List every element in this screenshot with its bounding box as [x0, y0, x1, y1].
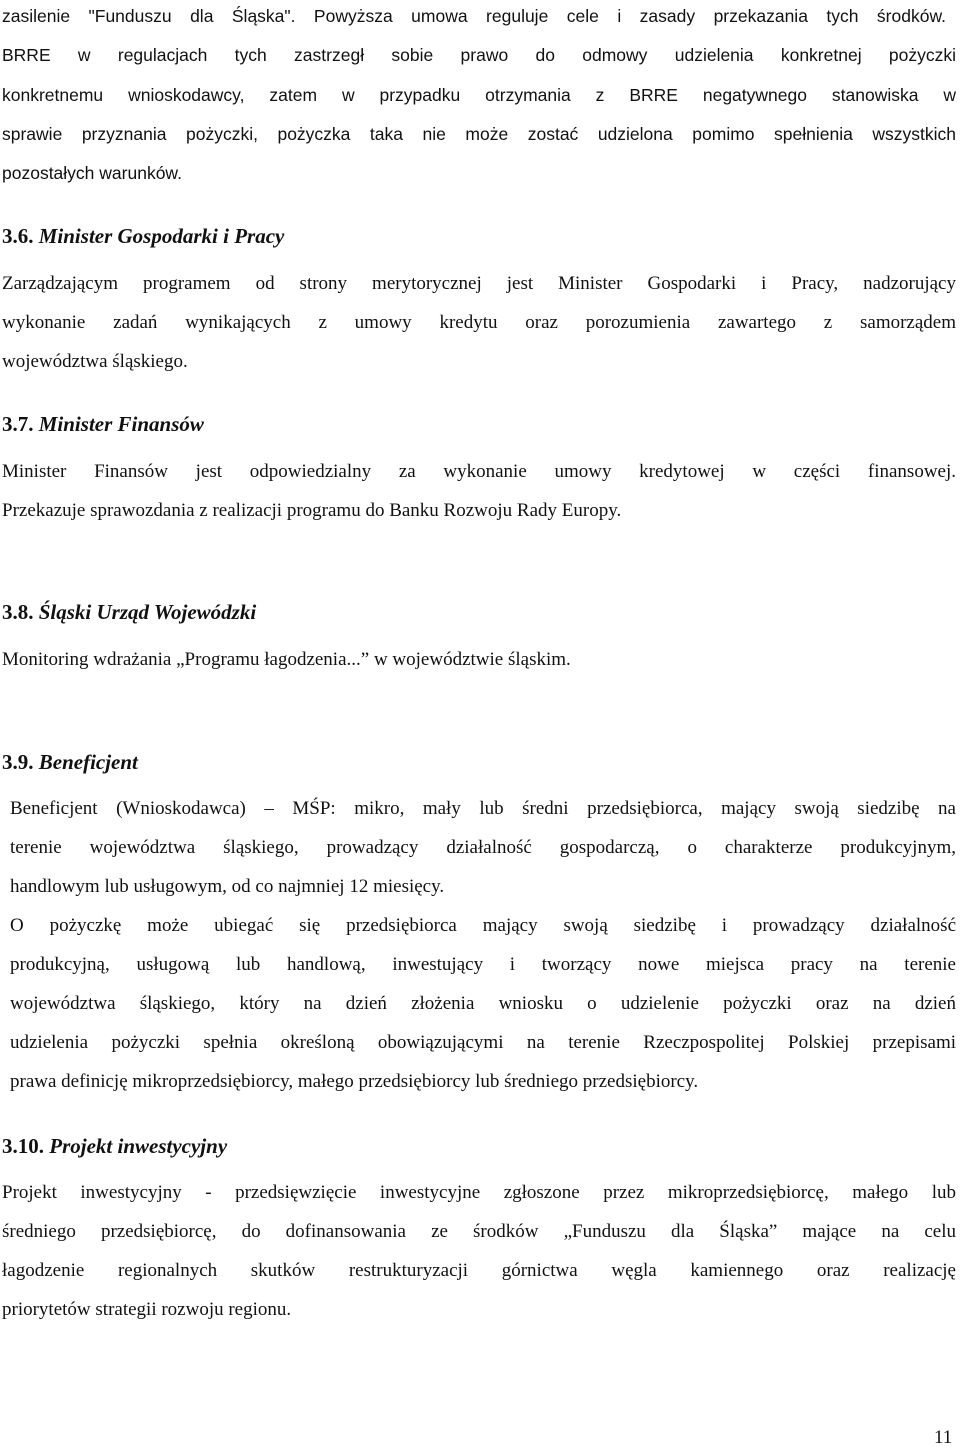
section-heading [2, 223, 284, 249]
intro-line: sprawie przyznania pożyczki, pożyczka taka nie może zostać udzielona pomimo spełnienia wszystkich [2, 124, 956, 144]
intro-line: pozostałych warunków. [2, 163, 182, 183]
paragraph-line: Projekt inwestycyjny - przedsięwzięcie inwestycyjne zgłoszone przez mikroprzedsiębiorcę, małego lub [2, 1182, 956, 1203]
paragraph-line: województwa śląskiego, który na dzień złożenia wniosku o udzielenie pożyczki oraz na dzień [10, 993, 956, 1014]
paragraph-line: średniego przedsiębiorcę, do dofinansowania ze środków „Funduszu dla Śląska” mające na celu [2, 1221, 956, 1242]
paragraph-line: terenie województwa śląskiego, prowadzący działalność gospodarczą, o charakterze produkcyjnym, [10, 837, 956, 858]
section-title: Minister Gospodarki i Pracy [38, 224, 285, 248]
section-number: 3.7. [2, 412, 34, 436]
paragraph-line: priorytetów strategii rozwoju regionu. [2, 1299, 292, 1320]
paragraph-line: województwa śląskiego. [2, 351, 188, 372]
paragraph-line: Monitoring wdrażania „Programu łagodzenia...” w województwie śląskim. [2, 649, 571, 670]
intro-line: zasilenie "Funduszu dla Śląska". Powyższa umowa reguluje cele i zasady przekazania tych środków. [2, 6, 946, 26]
section-heading [2, 749, 138, 775]
paragraph-line: Przekazuje sprawozdania z realizacji programu do Banku Rozwoju Rady Europy. [2, 500, 622, 521]
paragraph-line: prawa definicję mikroprzedsiębiorcy, małego przedsiębiorcy lub średniego przedsiębiorcy. [10, 1071, 699, 1092]
paragraph-line: Beneficjent (Wnioskodawca) – MŚP: mikro, mały lub średni przedsiębiorca, mający swoją siedzibę na [10, 798, 956, 819]
section-number: 3.9. [2, 750, 34, 774]
paragraph-line: łagodzenie regionalnych skutków restrukturyzacji górnictwa węgla kamiennego oraz realizację [2, 1260, 956, 1281]
section-heading [2, 1133, 227, 1159]
paragraph-line: handlowym lub usługowym, od co najmniej 12 miesięcy. [10, 876, 445, 897]
section-title: Projekt inwestycyjny [49, 1134, 228, 1158]
intro-line: BRRE w regulacjach tych zastrzegł sobie prawo do odmowy udzielenia konkretnej pożyczki [2, 45, 956, 65]
paragraph-line: wykonanie zadań wynikających z umowy kredytu oraz porozumienia zawartego z samorządem [2, 312, 956, 333]
paragraph-line: Minister Finansów jest odpowiedzialny za wykonanie umowy kredytowej w części finansowej. [2, 461, 956, 482]
section-number: 3.6. [2, 224, 34, 248]
paragraph-line: Zarządzającym programem od strony merytorycznej jest Minister Gospodarki i Pracy, nadzorujący [2, 273, 956, 294]
intro-line: konkretnemu wnioskodawcy, zatem w przypadku otrzymania z BRRE negatywnego stanowiska w [2, 85, 956, 105]
section-title: Śląski Urząd Wojewódzki [38, 600, 257, 624]
page-number: 11 [934, 1427, 953, 1448]
section-number: 3.8. [2, 600, 34, 624]
paragraph-line: produkcyjną, usługową lub handlową, inwestujący i tworzący nowe miejsca pracy na terenie [10, 954, 956, 975]
section-heading [2, 411, 204, 437]
paragraph-line: O pożyczkę może ubiegać się przedsiębiorca mający swoją siedzibę i prowadzący działalność [10, 915, 956, 936]
section-title: Beneficjent [38, 750, 138, 774]
section-heading [2, 599, 256, 625]
section-number: 3.10. [2, 1134, 44, 1158]
paragraph-line: udzielenia pożyczki spełnia określoną obowiązującymi na terenie Rzeczpospolitej Polskiej przepisami [10, 1032, 956, 1053]
section-title: Minister Finansów [38, 412, 204, 436]
